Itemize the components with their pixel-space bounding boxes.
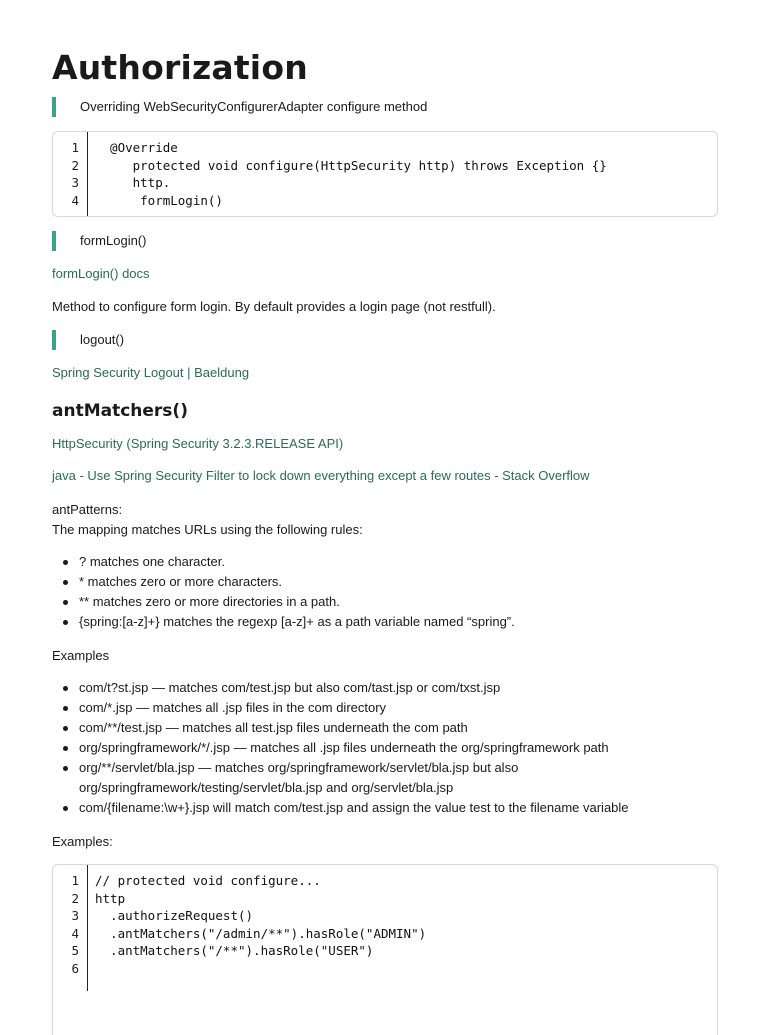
rule-item: * matches zero or more characters.: [52, 572, 712, 592]
example-item: com/*.jsp — matches all .jsp files in the com directory: [52, 698, 712, 718]
code-text: @Override: [95, 140, 178, 155]
code-text: .antMatchers("/**").hasRole("USER"): [95, 943, 374, 958]
rules-list: [52, 552, 712, 632]
callout-text: logout(): [80, 332, 125, 347]
code-text: http: [95, 890, 126, 906]
callout-text: Overriding WebSecurityConfigurerAdapter configure method: [80, 99, 428, 114]
example-item: org/**/servlet/bla.jsp — matches org/springframework/servlet/bla.jsp but also org/springframework/testing/servlet/bla.jsp and org/servlet/bla.jsp: [52, 758, 712, 798]
line-number: 4: [71, 192, 79, 208]
code-text: formLogin(): [95, 192, 223, 208]
link-logout-baeldung[interactable]: Spring Security Logout | Baeldung: [52, 365, 250, 380]
link-stackoverflow[interactable]: java - Use Spring Security Filter to lock down everything except a few routes - Stack Overflow: [52, 468, 590, 483]
example-item: com/{filename:\w+}.jsp will match com/test.jsp and assign the value test to the filename variable: [52, 798, 712, 818]
line-number: 4: [71, 925, 79, 941]
callout-bar: [52, 231, 56, 251]
code-line: [53, 139, 713, 156]
rule-item: {spring:[a-z]+} matches the regexp [a-z]+ as a path variable named “spring”.: [52, 612, 712, 632]
code-line: [53, 890, 713, 907]
example-item: com/**/test.jsp — matches all test.jsp files underneath the com path: [52, 718, 712, 738]
code-line: [53, 907, 713, 924]
example-item: com/t?st.jsp — matches com/test.jsp but also com/tast.jsp or com/txst.jsp: [52, 678, 712, 698]
examples-label: Examples: [52, 648, 110, 663]
code-line: [53, 925, 713, 942]
line-number: 3: [71, 175, 79, 190]
code-line: [53, 872, 713, 889]
antpatterns-label: antPatterns:: [52, 502, 123, 517]
link-httpsecurity-api[interactable]: HttpSecurity (Spring Security 3.2.3.RELEASE API): [52, 436, 344, 451]
line-number: 2: [71, 157, 79, 173]
line-number: 1: [71, 873, 79, 888]
code-text: protected void configure(HttpSecurity http) throws Exception {}: [95, 157, 607, 173]
callout-bar: [52, 97, 56, 117]
examples2-label: Examples:: [52, 834, 113, 849]
callout-text: formLogin(): [80, 233, 147, 248]
line-number: 3: [71, 908, 79, 923]
code-line: [53, 960, 713, 977]
code-line: [53, 157, 713, 174]
code-block-antmatchers[interactable]: [52, 864, 718, 1035]
code-block-configure[interactable]: [52, 131, 718, 217]
code-text: .antMatchers("/admin/**").hasRole("ADMIN"): [95, 925, 427, 941]
heading-antmatchers: antMatchers(): [52, 401, 188, 421]
page-title: Authorization: [52, 48, 308, 87]
line-number: 6: [71, 960, 79, 976]
code-text: http.: [95, 175, 171, 190]
code-line: [53, 192, 713, 209]
code-line: [53, 942, 713, 959]
antpatterns-intro: The mapping matches URLs using the following rules:: [52, 522, 363, 537]
line-number: 1: [71, 140, 79, 155]
formlogin-description: Method to configure form login. By default provides a login page (not restfull).: [52, 299, 496, 314]
example-item: org/springframework/*/.jsp — matches all .jsp files underneath the org/springframework path: [52, 738, 712, 758]
code-line: [53, 174, 713, 191]
examples-list: [52, 678, 712, 818]
callout-bar: [52, 330, 56, 350]
code-text: .authorizeRequest(): [95, 908, 254, 923]
line-number: 2: [71, 890, 79, 906]
line-number: 5: [71, 943, 79, 958]
rule-item: ? matches one character.: [52, 552, 712, 572]
link-formlogin-docs[interactable]: formLogin() docs: [52, 266, 150, 281]
rule-item: ** matches zero or more directories in a path.: [52, 592, 712, 612]
code-text: // protected void configure...: [95, 873, 321, 888]
